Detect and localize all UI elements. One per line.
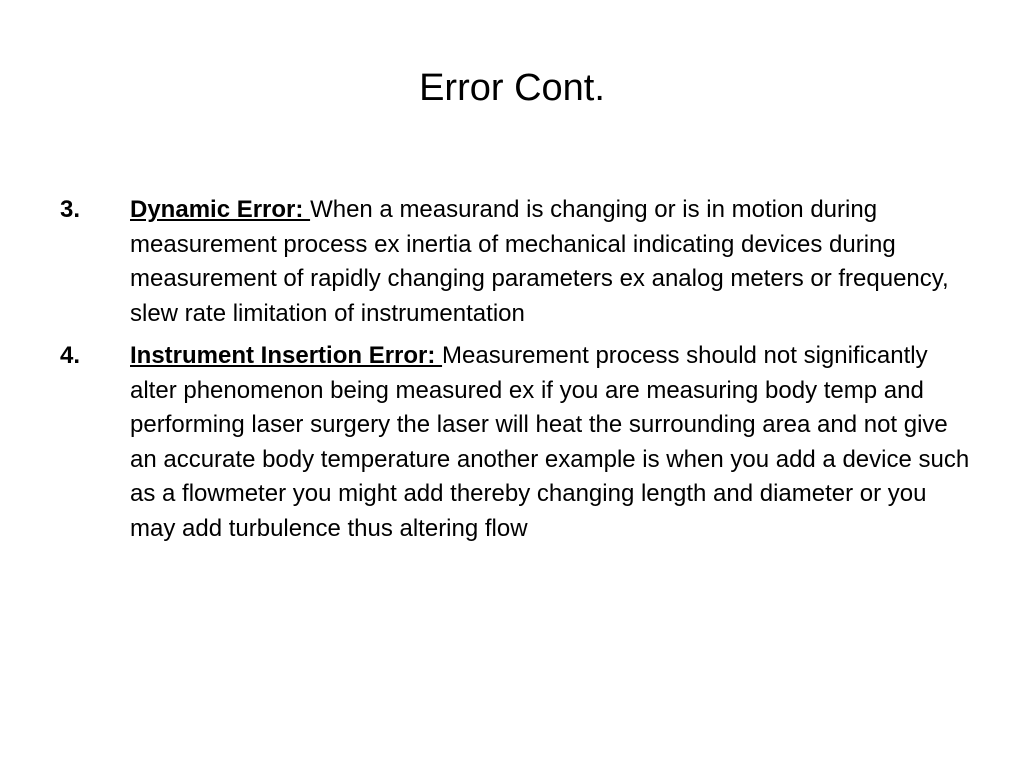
error-list	[60, 193, 975, 554]
list-item-text: Measurement process should not significantly alter phenomenon being measured ex if you are measuring body temp and performing laser surgery the laser will heat the surrounding area and not give an accurate body temperature another example is when you add a device such as a flowmeter you might add thereby changing length and diameter or you may add turbulence thus altering flow	[130, 342, 970, 542]
list-item-term: Instrument Insertion Error:	[130, 342, 443, 369]
slide-title: Error Cont.	[419, 67, 605, 109]
list-item-term: Dynamic Error:	[130, 196, 311, 223]
list-item-instrument-insertion-error	[60, 339, 975, 546]
list-item-number: 3.	[60, 196, 81, 223]
list-item-dynamic-error	[60, 193, 975, 331]
list-item-number: 4.	[60, 342, 81, 369]
list-item-text: When a measurand is changing or is in motion during measurement process ex inertia of mechanical indicating devices during measurement of rapidly changing parameters ex analog meters or frequency, slew rate limitation of instrumentation	[130, 196, 949, 327]
